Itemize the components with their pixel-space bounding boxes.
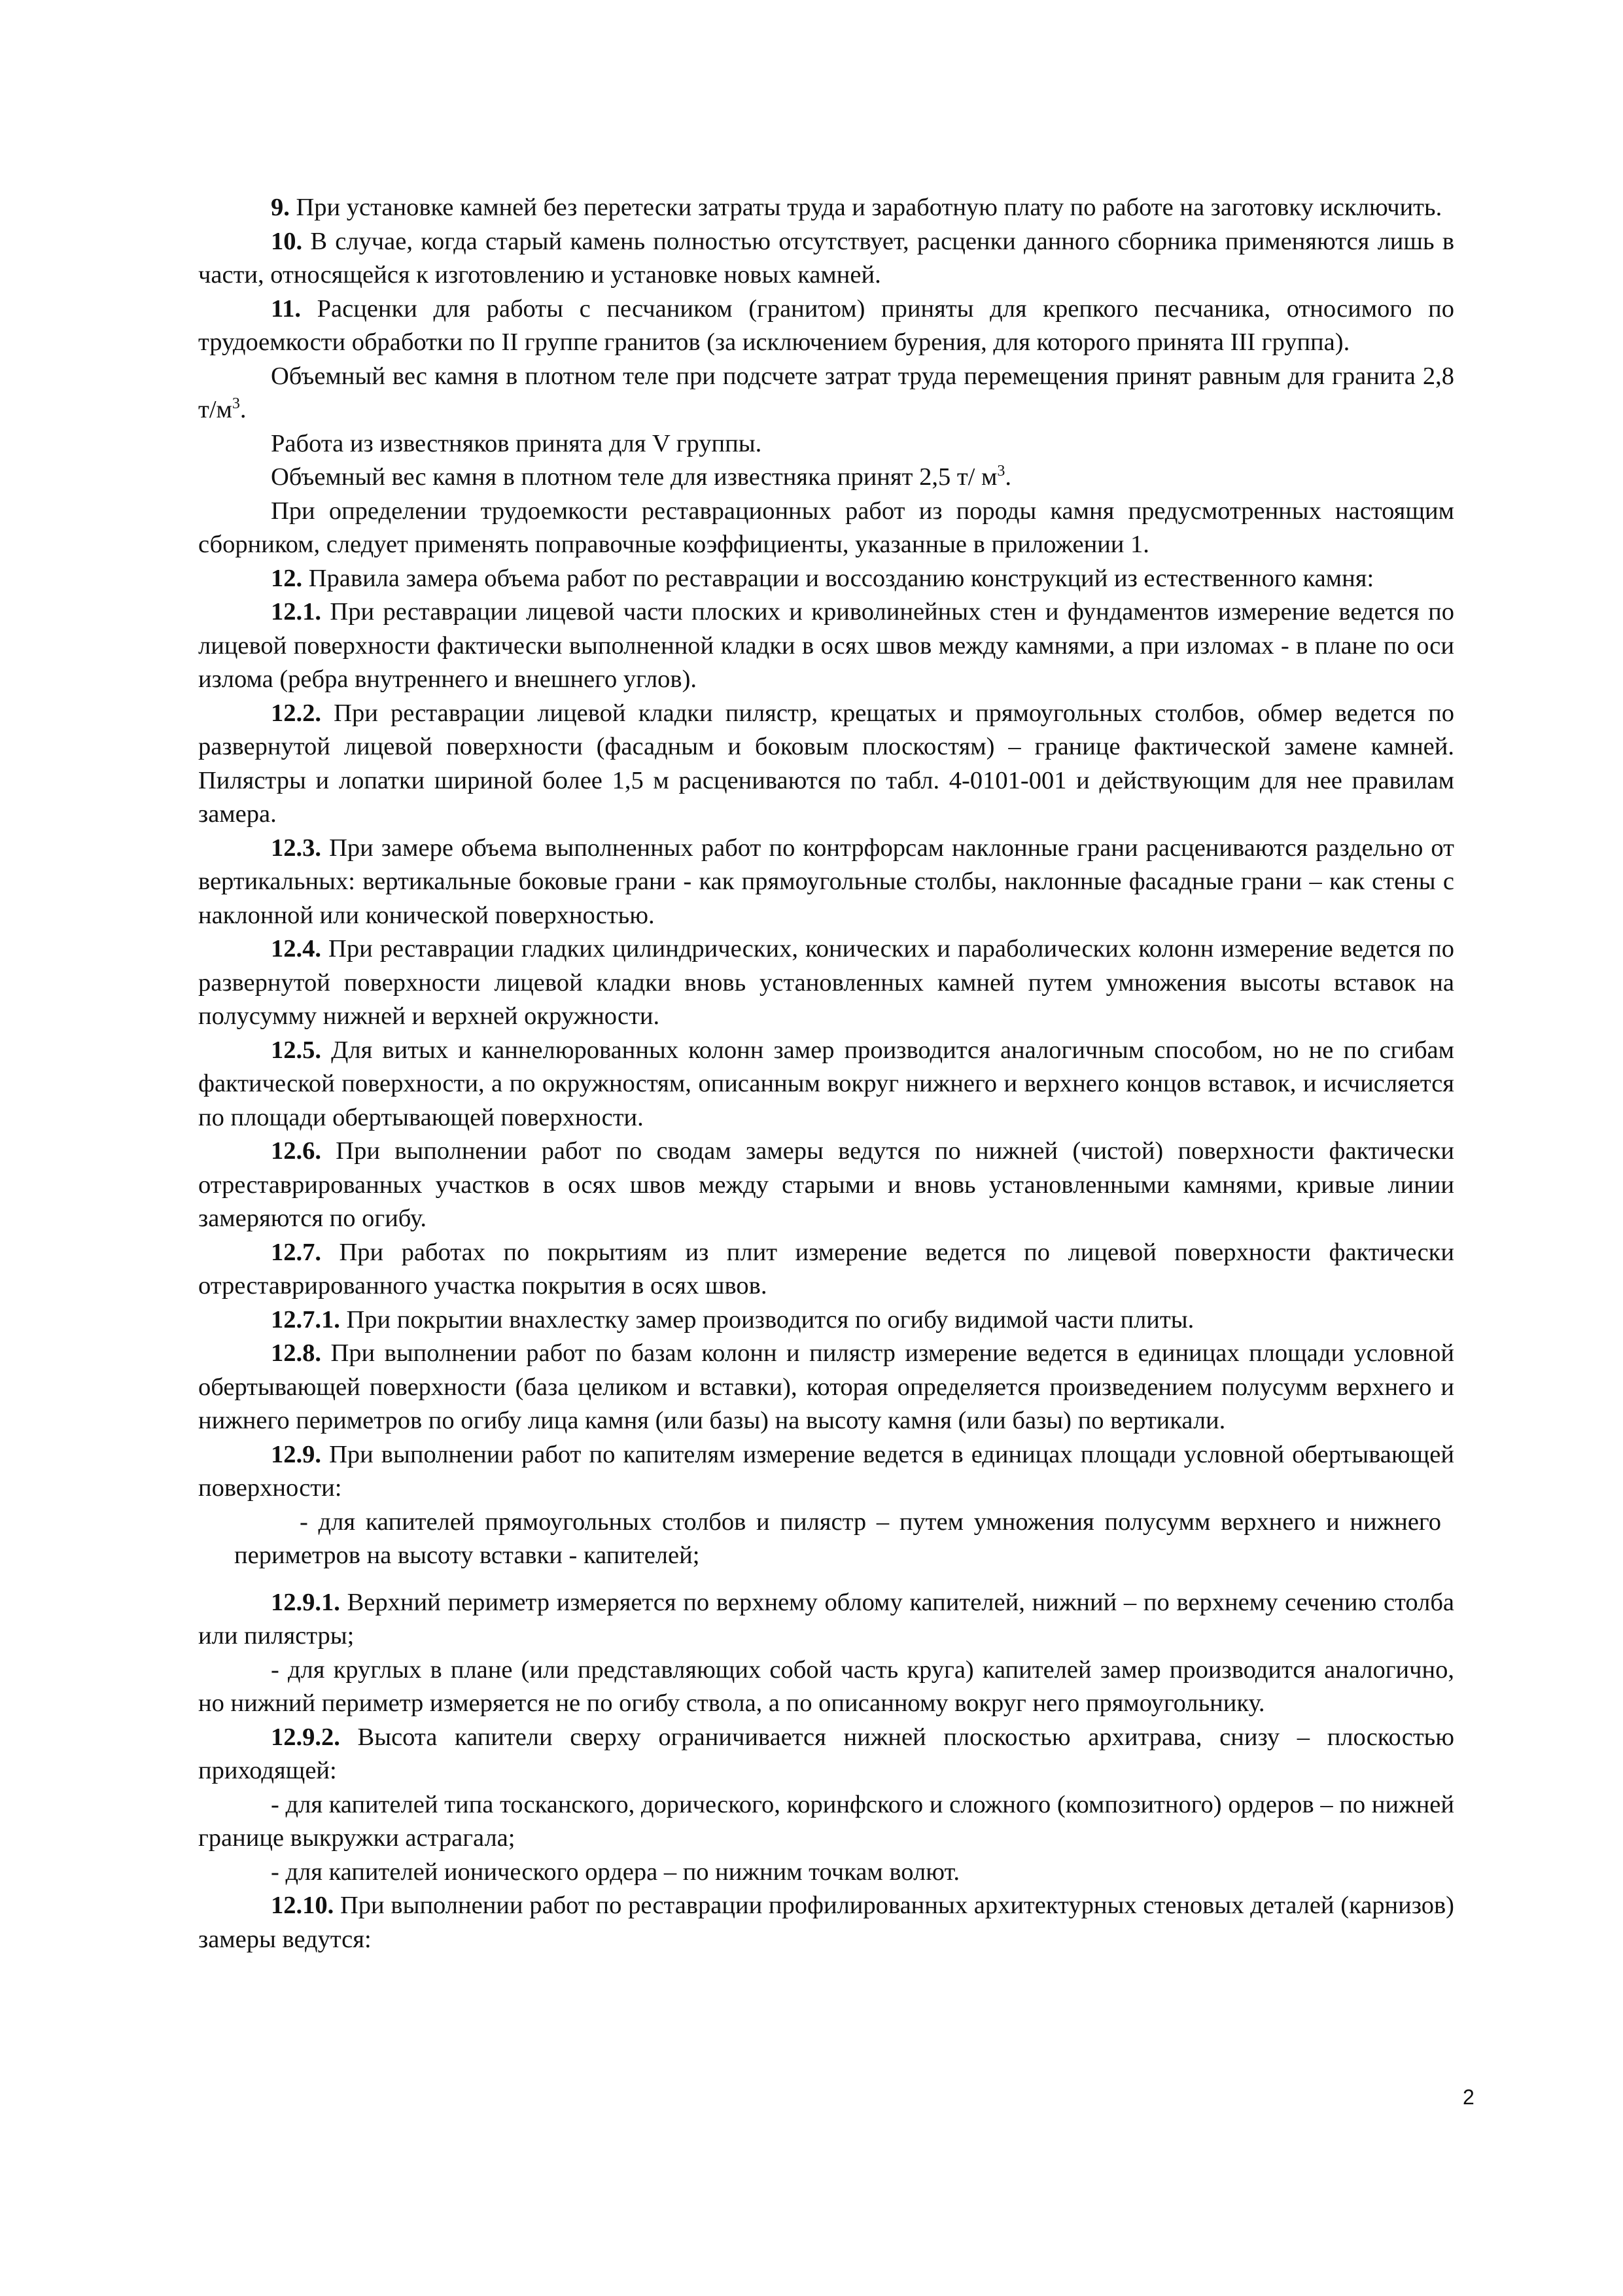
paragraph-limestone-weight bbox=[198, 461, 1454, 495]
paragraph-text: - для капителей ионического ордера – по нижним точкам волют. bbox=[271, 1858, 960, 1886]
paragraph-number: 12.7.1. bbox=[271, 1305, 340, 1333]
paragraph-number: 10. bbox=[271, 227, 303, 255]
paragraph-number: 12.7. bbox=[271, 1238, 321, 1266]
paragraph-text: При покрытии внахлестку замер производится по огибу видимой части плиты. bbox=[340, 1305, 1195, 1333]
paragraph-text: При замере объема выполненных работ по контрфорсам наклонные грани расцениваются раздельно от вертикальных: вертикальные боковые грани - как прямоугольные столбы, наклонные фасадные грани – как стены с наклонной или конической поверхностью. bbox=[198, 834, 1454, 929]
paragraph-text: При реставрации лицевой кладки пилястр, крещатых и прямоугольных столбов, обмер ведется по развернутой лицевой поверхности (фасадным и боковым плоскостям) – границе фактической замене камней. Пилястры и лопатки шириной более 1,5 м расцениваются по табл. 4-0101-001 и действующим для нее правилам замера. bbox=[198, 699, 1454, 828]
paragraph-text: - для капителей типа тосканского, дорического, коринфского и сложного (композитного) ордеров – по нижней границе выкружки астрагала; bbox=[198, 1790, 1454, 1852]
paragraph-number: 9. bbox=[271, 194, 290, 221]
paragraph-12-9-2 bbox=[198, 1721, 1454, 1788]
paragraph-number: 12.2. bbox=[271, 699, 321, 727]
paragraph-granite-weight bbox=[198, 360, 1454, 427]
paragraph-limestone-group bbox=[198, 427, 1454, 461]
paragraph-text: Правила замера объема работ по реставрации и воссозданию конструкций из естественного камня: bbox=[302, 564, 1374, 592]
paragraph-12-7-1 bbox=[198, 1303, 1454, 1337]
paragraph-number: 12.10. bbox=[271, 1892, 334, 1919]
paragraph-text: В случае, когда старый камень полностью отсутствует, расценки данного сборника применяются лишь в части, относящейся к изготовлению и установке новых камней. bbox=[198, 227, 1454, 289]
paragraph-10 bbox=[198, 225, 1454, 292]
paragraph-text: Верхний периметр измеряется по верхнему облому капителей, нижний – по верхнему сечению столба или пилястры; bbox=[198, 1588, 1454, 1650]
paragraph-number: 12.9. bbox=[271, 1440, 321, 1468]
paragraph-text: Работа из известняков принята для V группы. bbox=[271, 429, 762, 457]
paragraph-text: При установке камней без перетески затраты труда и заработную плату по работе на заготовку исключить. bbox=[289, 194, 1442, 221]
paragraph-number: 12.9.1. bbox=[271, 1588, 340, 1616]
paragraph-text: При выполнении работ по капителям измерение ведется в единицах площади условной обертывающей поверхности: bbox=[198, 1440, 1454, 1502]
paragraph-text: Расценки для работы с песчаником (гранитом) приняты для крепкого песчаника, относимого по трудоемкости обработки по II группе гранитов (за исключением бурения, для которого принята III группа). bbox=[198, 294, 1454, 356]
paragraph-rectangular-capitals bbox=[198, 1506, 1454, 1573]
paragraph-number: 12.3. bbox=[271, 834, 321, 862]
paragraph-text: При определении трудоемкости реставрационных работ из породы камня предусмотренных настоящим сборником, следует применять поправочные коэффициенты, указанные в приложении 1. bbox=[198, 497, 1454, 558]
paragraph-12-1 bbox=[198, 595, 1454, 697]
paragraph-text: При работах по покрытиям из плит измерение ведется по лицевой поверхности фактически отреставрированного участка покрытия в осях швов. bbox=[198, 1238, 1454, 1299]
paragraph-number: 12.5. bbox=[271, 1036, 321, 1064]
paragraph-coefficients bbox=[198, 495, 1454, 562]
paragraph-12-10 bbox=[198, 1889, 1454, 1956]
paragraph-number: 12.6. bbox=[271, 1137, 321, 1165]
document-body bbox=[198, 191, 1454, 1956]
superscript: 3 bbox=[232, 395, 240, 412]
paragraph-12-9-1 bbox=[198, 1586, 1454, 1653]
paragraph-tuscan-capitals bbox=[198, 1788, 1454, 1856]
paragraph-number: 12.9.2. bbox=[271, 1723, 340, 1751]
paragraph-text: Для витых и каннелюрованных колонн замер производится аналогичным способом, но не по сгибам фактической поверхности, а по окружностям, описанным вокруг нижнего и верхнего концов вставок, и исчисляется по площади обертывающей поверхности. bbox=[198, 1036, 1454, 1131]
paragraph-12 bbox=[198, 562, 1454, 596]
superscript: 3 bbox=[997, 463, 1005, 480]
paragraph-text: При реставрации лицевой части плоских и криволинейных стен и фундаментов измерение ведется по лицевой поверхности фактически выполненной кладки в осях швов между камнями, а при изломах - в плане по оси излома (ребра внутреннего и внешнего углов). bbox=[198, 598, 1454, 693]
paragraph-12-3 bbox=[198, 832, 1454, 933]
paragraph-tail: . bbox=[239, 396, 247, 423]
paragraph-12-7 bbox=[198, 1236, 1454, 1303]
paragraph-text: Высота капители сверху ограничивается нижней плоскостью архитрава, снизу – плоскостью приходящей: bbox=[198, 1723, 1454, 1784]
paragraph-text: - для капителей прямоугольных столбов и пилястр – путем умножения полусумм верхнего и нижнего периметров на высоту вставки - капителей; bbox=[234, 1508, 1441, 1569]
paragraph-tail: . bbox=[1005, 463, 1011, 491]
paragraph-number: 11. bbox=[271, 294, 302, 323]
paragraph-number: 12.8. bbox=[271, 1339, 321, 1367]
paragraph-12-5 bbox=[198, 1034, 1454, 1135]
page-number: 2 bbox=[1463, 2085, 1475, 2109]
paragraph-12-8 bbox=[198, 1337, 1454, 1438]
paragraph-12-6 bbox=[198, 1135, 1454, 1236]
paragraph-9 bbox=[198, 191, 1454, 225]
paragraph-text: Объемный вес камня в плотном теле для известняка принят 2,5 т/ м bbox=[271, 463, 998, 491]
paragraph-text: При выполнении работ по реставрации профилированных архитектурных стеновых деталей (карнизов) замеры ведутся: bbox=[198, 1892, 1454, 1953]
paragraph-12-4 bbox=[198, 932, 1454, 1034]
paragraph-text: При реставрации гладких цилиндрических, конических и параболических колонн измерение ведется по развернутой поверхности лицевой кладки вновь установленных камней путем умножения высоты вставок на полусумму нижней и верхней окружности. bbox=[198, 935, 1454, 1030]
paragraph-12-9 bbox=[198, 1438, 1454, 1506]
paragraph-ionic-capitals bbox=[198, 1856, 1454, 1890]
paragraph-number: 12.4. bbox=[271, 935, 321, 963]
paragraph-text: При выполнении работ по сводам замеры ведутся по нижней (чистой) поверхности фактически отреставрированных участков в осях швов между старыми и вновь установленными камнями, кривые линии замеряются по огибу. bbox=[198, 1137, 1454, 1232]
paragraph-gap bbox=[198, 1573, 1454, 1586]
paragraph-number: 12. bbox=[271, 564, 303, 592]
paragraph-number: 12.1. bbox=[271, 598, 321, 626]
paragraph-round-capitals bbox=[198, 1653, 1454, 1721]
paragraph-12-2 bbox=[198, 697, 1454, 832]
paragraph-text: - для круглых в плане (или представляющих собой часть круга) капителей замер производится аналогично, но нижний периметр измеряется не по огибу ствола, а по описанному вокруг него прямоугольнику. bbox=[198, 1655, 1454, 1717]
paragraph-text: При выполнении работ по базам колонн и пилястр измерение ведется в единицах площади условной обертывающей поверхности (база целиком и вставки), которая определяется произведением полусумм верхнего и нижнего периметров по огибу лица камня (или базы) на высоту камня (или базы) по вертикали. bbox=[198, 1339, 1454, 1434]
paragraph-text: Объемный вес камня в плотном теле при подсчете затрат труда перемещения принят равным для гранита 2,8 т/м bbox=[198, 362, 1454, 423]
paragraph-11 bbox=[198, 292, 1454, 360]
